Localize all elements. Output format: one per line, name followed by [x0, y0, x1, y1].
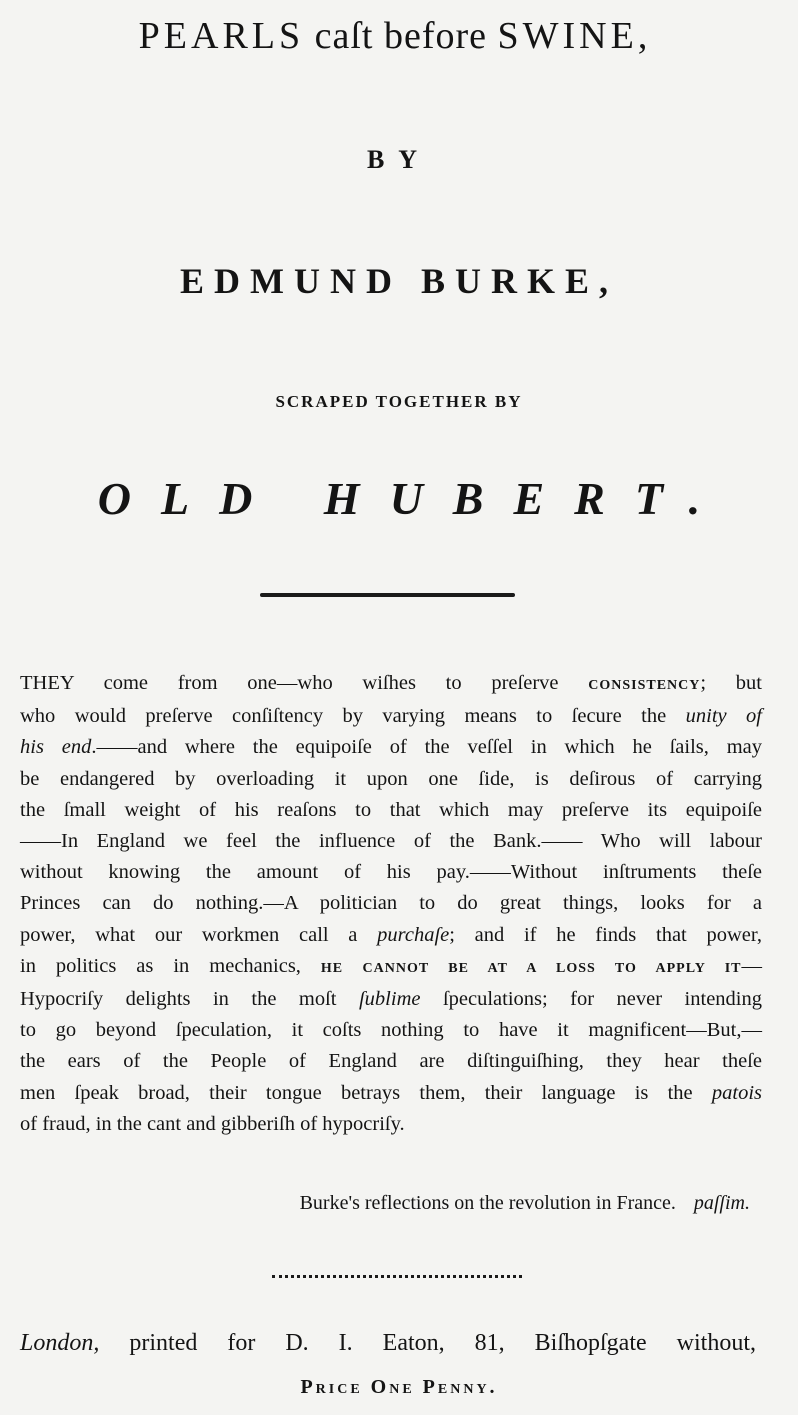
epigraph-text: in politics as in mechanics,	[20, 954, 321, 977]
epigraph-text: of fraud, in the cant and gibberiſh of hypocriſy.	[20, 1112, 405, 1135]
epigraph-small-caps: CONSISTENCY	[588, 678, 701, 693]
epigraph-text: THEY come from one—who wiſhes to preſerve	[20, 672, 589, 694]
imprint-line	[20, 1330, 756, 1357]
epigraph-line	[20, 826, 762, 857]
epigraph-text: —	[741, 954, 762, 977]
epigraph-text: ſpeculations; for never intending	[420, 988, 762, 1011]
epigraph-line	[20, 888, 762, 919]
epigraph-small-caps: HE CANNOT BE AT A LOSS TO APPLY IT	[320, 960, 742, 976]
epigraph-line	[20, 732, 762, 763]
epigraph-italic: purchaſe	[377, 923, 450, 946]
epigraph-text: the ears of the People of England are diſtinguiſhing, they hear theſe	[20, 1050, 762, 1073]
epigraph-text: men ſpeak broad, their tongue betrays them, their language is the	[20, 1081, 712, 1104]
epigraph-text: to go beyond ſpeculation, it coſts nothing to have it magnificent—But,—	[20, 1019, 762, 1042]
epigraph-line	[20, 1015, 762, 1046]
epigraph-text: without knowing the amount of his pay.——Without inſtruments theſe	[20, 861, 762, 884]
ornamental-rule-bottom	[272, 1275, 522, 1278]
epigraph-text: .——and where the equipoiſe of the veſſel in which he ſails, may	[91, 736, 763, 759]
epigraph-text: who would preſerve conſiſtency by varying means to ſecure the	[20, 705, 686, 728]
epigraph-line	[20, 857, 762, 888]
epigraph-italic: his end	[20, 736, 92, 759]
epigraph-line	[20, 920, 762, 951]
epigraph-line	[20, 701, 762, 732]
epigraph-text: ——In England we feel the influence of the Bank.—— Who will labour	[20, 830, 762, 853]
imprint-printer: printed for D. I. Eaton, 81, Biſhopſgate without,	[99, 1330, 756, 1356]
epigraph-line	[20, 795, 762, 826]
ornamental-rule-top	[260, 593, 515, 597]
epigraph-text: the ſmall weight of his reaſons to that which may preſerve its equipoiſe	[20, 798, 762, 821]
attribution-text: Burke's reflections on the revolution in France.	[299, 1192, 676, 1214]
imprint-city: London,	[20, 1330, 100, 1356]
scraped-together-line: SCRAPED TOGETHER BY	[275, 392, 523, 411]
editor-name: OLD HUBERT.	[97, 473, 731, 524]
attribution-passim: paſſim.	[693, 1192, 750, 1214]
epigraph-line	[20, 1109, 762, 1140]
epigraph-line	[20, 668, 762, 701]
epigraph-text: ; and if he finds that power,	[449, 923, 762, 946]
pamphlet-title	[22, 14, 768, 58]
epigraph-text: Princes can do nothing.—A politician to do great things, looks for a	[20, 892, 762, 915]
epigraph-text: ; but	[700, 672, 762, 694]
epigraph-text: power, what our workmen call a	[20, 923, 378, 946]
epigraph-line	[20, 984, 762, 1015]
epigraph-text: Hypocriſy delights in the moſt	[20, 988, 359, 1011]
price-line: Price One Penny.	[300, 1376, 498, 1398]
title-swine: SWINE,	[497, 15, 652, 57]
epigraph-paragraph	[20, 668, 762, 1140]
title-pearls: PEARLS	[138, 15, 305, 57]
epigraph-attribution	[300, 1192, 750, 1215]
epigraph-line	[20, 1046, 762, 1077]
by-line: BY	[366, 145, 432, 174]
epigraph-italic: patois	[711, 1081, 762, 1104]
epigraph-line	[20, 951, 762, 984]
epigraph-italic: unity of	[685, 705, 762, 728]
epigraph-text: be endangered by overloading it upon one ſide, is deſirous of carrying	[20, 767, 762, 790]
epigraph-line	[20, 1078, 762, 1109]
title-middle: caſt before	[314, 15, 488, 57]
epigraph-line	[20, 764, 762, 795]
author-name: EDMUND BURKE,	[179, 261, 618, 301]
epigraph-italic: ſublime	[358, 988, 421, 1011]
